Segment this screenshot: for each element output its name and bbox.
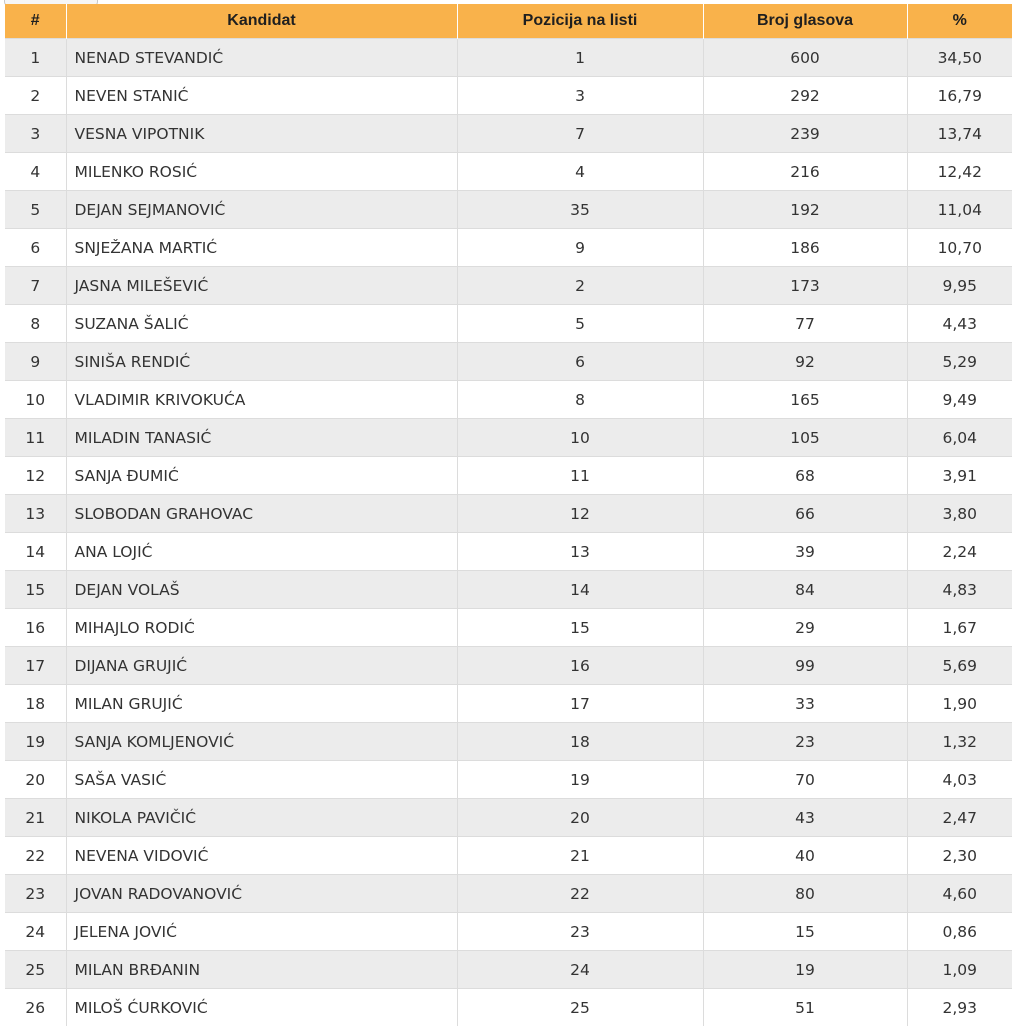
vote-count: 92 xyxy=(703,343,907,381)
vote-count: 173 xyxy=(703,267,907,305)
vote-percent: 11,04 xyxy=(907,191,1012,229)
column-header-candidate[interactable]: Kandidat xyxy=(66,4,457,39)
vote-percent: 3,91 xyxy=(907,457,1012,495)
candidate-name: MILENKO ROSIĆ xyxy=(66,153,457,191)
candidate-name: SAŠA VASIĆ xyxy=(66,761,457,799)
candidate-name: NENAD STEVANDIĆ xyxy=(66,39,457,77)
column-header-number[interactable]: # xyxy=(5,4,66,39)
vote-percent: 16,79 xyxy=(907,77,1012,115)
vote-percent: 4,60 xyxy=(907,875,1012,913)
candidate-name: SANJA ĐUMIĆ xyxy=(66,457,457,495)
table-row xyxy=(5,571,1012,609)
row-number: 7 xyxy=(5,267,66,305)
vote-percent: 5,29 xyxy=(907,343,1012,381)
row-number: 9 xyxy=(5,343,66,381)
row-number: 14 xyxy=(5,533,66,571)
vote-percent: 0,86 xyxy=(907,913,1012,951)
list-position: 12 xyxy=(457,495,703,533)
list-position: 24 xyxy=(457,951,703,989)
vote-percent: 1,90 xyxy=(907,685,1012,723)
list-position: 8 xyxy=(457,381,703,419)
row-number: 5 xyxy=(5,191,66,229)
table-row xyxy=(5,77,1012,115)
table-row xyxy=(5,647,1012,685)
column-header-list-position[interactable]: Pozicija na listi xyxy=(457,4,703,39)
row-number: 13 xyxy=(5,495,66,533)
row-number: 22 xyxy=(5,837,66,875)
table-row xyxy=(5,153,1012,191)
candidate-name: SNJEŽANA MARTIĆ xyxy=(66,229,457,267)
table-row xyxy=(5,115,1012,153)
row-number: 3 xyxy=(5,115,66,153)
table-row xyxy=(5,39,1012,77)
candidate-name: DIJANA GRUJIĆ xyxy=(66,647,457,685)
vote-count: 84 xyxy=(703,571,907,609)
row-number: 25 xyxy=(5,951,66,989)
row-number: 26 xyxy=(5,989,66,1026)
vote-count: 33 xyxy=(703,685,907,723)
results-table xyxy=(5,4,1012,1026)
candidate-name: MILOŠ ĆURKOVIĆ xyxy=(66,989,457,1026)
list-position: 16 xyxy=(457,647,703,685)
table-row xyxy=(5,229,1012,267)
row-number: 19 xyxy=(5,723,66,761)
vote-count: 70 xyxy=(703,761,907,799)
table-row xyxy=(5,381,1012,419)
table-row xyxy=(5,989,1012,1026)
list-position: 20 xyxy=(457,799,703,837)
list-position: 2 xyxy=(457,267,703,305)
row-number: 11 xyxy=(5,419,66,457)
list-position: 35 xyxy=(457,191,703,229)
vote-percent: 12,42 xyxy=(907,153,1012,191)
list-position: 14 xyxy=(457,571,703,609)
vote-count: 68 xyxy=(703,457,907,495)
vote-count: 51 xyxy=(703,989,907,1026)
candidate-name: ANA LOJIĆ xyxy=(66,533,457,571)
vote-count: 29 xyxy=(703,609,907,647)
candidate-name: SANJA KOMLJENOVIĆ xyxy=(66,723,457,761)
vote-count: 192 xyxy=(703,191,907,229)
vote-count: 216 xyxy=(703,153,907,191)
table-row xyxy=(5,951,1012,989)
candidate-name: MILADIN TANASIĆ xyxy=(66,419,457,457)
vote-count: 105 xyxy=(703,419,907,457)
table-row xyxy=(5,799,1012,837)
vote-count: 600 xyxy=(703,39,907,77)
candidate-name: MIHAJLO RODIĆ xyxy=(66,609,457,647)
vote-percent: 9,95 xyxy=(907,267,1012,305)
vote-percent: 6,04 xyxy=(907,419,1012,457)
candidate-name: VESNA VIPOTNIK xyxy=(66,115,457,153)
row-number: 18 xyxy=(5,685,66,723)
candidate-name: NIKOLA PAVIČIĆ xyxy=(66,799,457,837)
candidate-name: JOVAN RADOVANOVIĆ xyxy=(66,875,457,913)
list-position: 1 xyxy=(457,39,703,77)
vote-count: 292 xyxy=(703,77,907,115)
candidate-name: SUZANA ŠALIĆ xyxy=(66,305,457,343)
list-position: 7 xyxy=(457,115,703,153)
table-row xyxy=(5,419,1012,457)
candidate-name: DEJAN SEJMANOVIĆ xyxy=(66,191,457,229)
row-number: 15 xyxy=(5,571,66,609)
row-number: 24 xyxy=(5,913,66,951)
row-number: 16 xyxy=(5,609,66,647)
table-row xyxy=(5,533,1012,571)
vote-count: 40 xyxy=(703,837,907,875)
vote-percent: 13,74 xyxy=(907,115,1012,153)
row-number: 2 xyxy=(5,77,66,115)
candidate-name: DEJAN VOLAŠ xyxy=(66,571,457,609)
vote-count: 39 xyxy=(703,533,907,571)
list-position: 25 xyxy=(457,989,703,1026)
list-position: 10 xyxy=(457,419,703,457)
list-position: 15 xyxy=(457,609,703,647)
list-position: 13 xyxy=(457,533,703,571)
vote-count: 43 xyxy=(703,799,907,837)
vote-percent: 2,24 xyxy=(907,533,1012,571)
candidate-name: SLOBODAN GRAHOVAC xyxy=(66,495,457,533)
list-position: 23 xyxy=(457,913,703,951)
table-body xyxy=(5,39,1012,1026)
list-position: 5 xyxy=(457,305,703,343)
vote-count: 99 xyxy=(703,647,907,685)
vote-count: 19 xyxy=(703,951,907,989)
vote-count: 239 xyxy=(703,115,907,153)
candidate-name: SINIŠA RENDIĆ xyxy=(66,343,457,381)
list-position: 22 xyxy=(457,875,703,913)
table-row xyxy=(5,191,1012,229)
candidate-name: NEVEN STANIĆ xyxy=(66,77,457,115)
list-position: 9 xyxy=(457,229,703,267)
vote-percent: 4,83 xyxy=(907,571,1012,609)
vote-percent: 9,49 xyxy=(907,381,1012,419)
vote-percent: 2,93 xyxy=(907,989,1012,1026)
list-position: 3 xyxy=(457,77,703,115)
candidate-name: MILAN GRUJIĆ xyxy=(66,685,457,723)
candidate-name: NEVENA VIDOVIĆ xyxy=(66,837,457,875)
table-row xyxy=(5,457,1012,495)
vote-percent: 10,70 xyxy=(907,229,1012,267)
vote-percent: 5,69 xyxy=(907,647,1012,685)
row-number: 8 xyxy=(5,305,66,343)
vote-percent: 1,67 xyxy=(907,609,1012,647)
table-row xyxy=(5,685,1012,723)
list-position: 19 xyxy=(457,761,703,799)
table-row xyxy=(5,761,1012,799)
table-row xyxy=(5,495,1012,533)
vote-percent: 2,47 xyxy=(907,799,1012,837)
candidate-name: JELENA JOVIĆ xyxy=(66,913,457,951)
row-number: 20 xyxy=(5,761,66,799)
vote-count: 165 xyxy=(703,381,907,419)
table-row xyxy=(5,913,1012,951)
list-position: 21 xyxy=(457,837,703,875)
vote-count: 66 xyxy=(703,495,907,533)
row-number: 4 xyxy=(5,153,66,191)
table-row xyxy=(5,875,1012,913)
vote-percent: 4,03 xyxy=(907,761,1012,799)
row-number: 1 xyxy=(5,39,66,77)
column-header-vote-count[interactable]: Broj glasova xyxy=(703,4,907,39)
list-position: 11 xyxy=(457,457,703,495)
list-position: 17 xyxy=(457,685,703,723)
table-row xyxy=(5,609,1012,647)
candidate-name: JASNA MILEŠEVIĆ xyxy=(66,267,457,305)
vote-percent: 34,50 xyxy=(907,39,1012,77)
list-position: 4 xyxy=(457,153,703,191)
vote-percent: 3,80 xyxy=(907,495,1012,533)
vote-percent: 1,32 xyxy=(907,723,1012,761)
row-number: 6 xyxy=(5,229,66,267)
vote-count: 80 xyxy=(703,875,907,913)
vote-count: 186 xyxy=(703,229,907,267)
vote-percent: 4,43 xyxy=(907,305,1012,343)
row-number: 17 xyxy=(5,647,66,685)
row-number: 23 xyxy=(5,875,66,913)
candidate-name: VLADIMIR KRIVOKUĆA xyxy=(66,381,457,419)
vote-count: 23 xyxy=(703,723,907,761)
vote-percent: 1,09 xyxy=(907,951,1012,989)
row-number: 21 xyxy=(5,799,66,837)
table-row xyxy=(5,837,1012,875)
table-row xyxy=(5,723,1012,761)
list-position: 6 xyxy=(457,343,703,381)
row-number: 10 xyxy=(5,381,66,419)
vote-count: 77 xyxy=(703,305,907,343)
header-row xyxy=(5,4,1012,39)
column-header-percent[interactable]: % xyxy=(907,4,1012,39)
table-row xyxy=(5,343,1012,381)
table-row xyxy=(5,305,1012,343)
table-row xyxy=(5,267,1012,305)
vote-count: 15 xyxy=(703,913,907,951)
list-position: 18 xyxy=(457,723,703,761)
vote-percent: 2,30 xyxy=(907,837,1012,875)
candidate-name: MILAN BRĐANIN xyxy=(66,951,457,989)
row-number: 12 xyxy=(5,457,66,495)
